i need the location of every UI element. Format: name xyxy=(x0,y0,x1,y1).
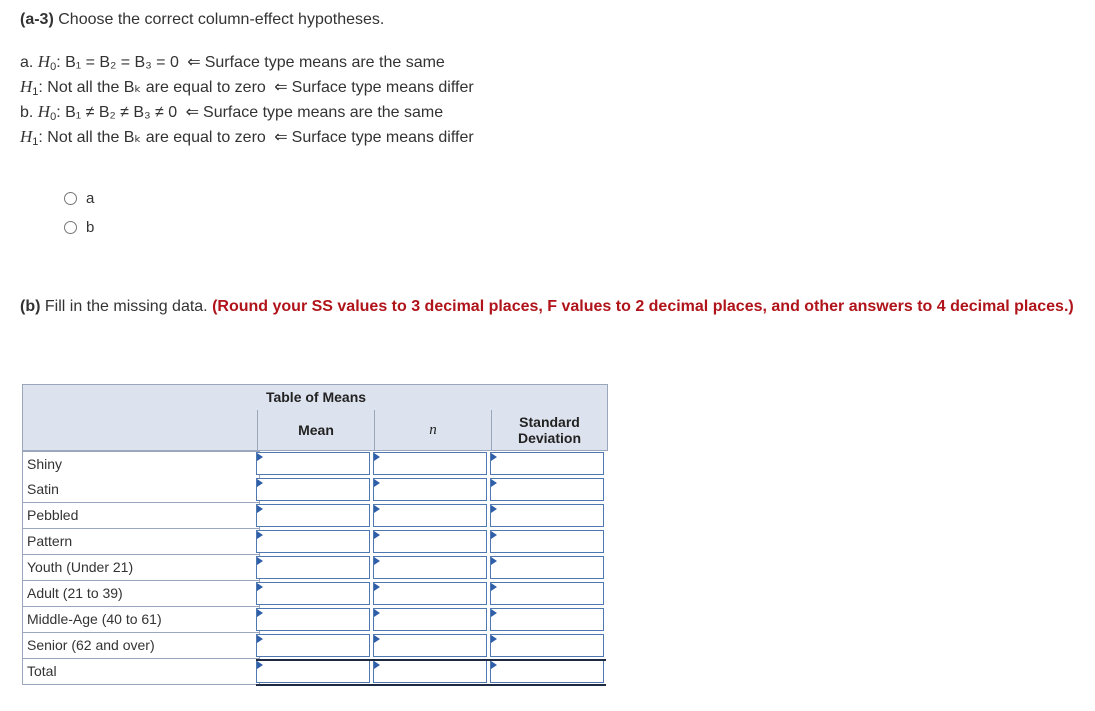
question-a3-label: (a-3) xyxy=(20,11,54,28)
std-dev-input[interactable] xyxy=(490,478,604,501)
hypothesis-explanation: Surface type means differ xyxy=(291,129,474,146)
radio-button-b[interactable] xyxy=(64,221,77,234)
left-arrow-icon: ⇐ xyxy=(187,54,201,71)
radio-button-a[interactable] xyxy=(64,192,77,205)
mean-input[interactable] xyxy=(256,478,370,501)
mean-input[interactable] xyxy=(256,582,370,605)
hypothesis-b-h1: $H_1$: Not all the Bₖ are equal to zero ⇐ Surface type means differ xyxy=(20,127,474,148)
total-bottom-line xyxy=(256,684,606,686)
option-b-label: b xyxy=(86,219,95,236)
std-dev-input[interactable] xyxy=(490,504,604,527)
table-of-means xyxy=(22,384,608,685)
hypothesis-expression: Not all the Bₖ are equal to zero xyxy=(47,79,266,96)
mean-input[interactable] xyxy=(256,556,370,579)
n-input[interactable] xyxy=(373,556,487,579)
row-label: Satin xyxy=(22,477,260,503)
n-input[interactable] xyxy=(373,634,487,657)
table-title-row xyxy=(22,384,608,411)
question-b-prompt: Fill in the missing data. xyxy=(44,298,208,315)
hypothesis-a-h0: a. $H_0$: B₁ = B₂ = B₃ = 0 ⇐ Surface type means are the same xyxy=(20,52,445,73)
row-label: Pebbled xyxy=(22,503,260,529)
question-a3-prompt: Choose the correct column-effect hypotheses. xyxy=(58,11,385,28)
left-arrow-icon: ⇐ xyxy=(274,79,288,96)
std-dev-input[interactable] xyxy=(490,452,604,475)
option-b[interactable] xyxy=(64,219,94,236)
row-label: Total xyxy=(22,659,260,685)
column-header-mean: Mean xyxy=(257,410,374,450)
std-dev-input[interactable] xyxy=(490,530,604,553)
n-input[interactable] xyxy=(373,452,487,475)
row-label: Pattern xyxy=(22,529,260,555)
question-a3-title xyxy=(20,11,384,29)
row-label: Adult (21 to 39) xyxy=(22,581,260,607)
std-dev-input[interactable] xyxy=(490,556,604,579)
hypothesis-expression: B₁ = B₂ = B₃ = 0 xyxy=(65,54,179,71)
std-dev-input[interactable] xyxy=(490,634,604,657)
mean-input[interactable] xyxy=(256,452,370,475)
n-input[interactable] xyxy=(373,582,487,605)
row-label: Youth (Under 21) xyxy=(22,555,260,581)
row-label: Middle-Age (40 to 61) xyxy=(22,607,260,633)
mean-input[interactable] xyxy=(256,608,370,631)
hypothesis-expression: B₁ ≠ B₂ ≠ B₃ ≠ 0 xyxy=(65,104,178,121)
rounding-instruction: (Round your SS values to 3 decimal places, F values to 2 decimal places, and other answers to 4 decimal places.) xyxy=(212,298,1074,315)
n-input[interactable] xyxy=(373,660,487,683)
option-a[interactable] xyxy=(64,190,94,207)
question-b-label: (b) xyxy=(20,298,41,315)
std-dev-input[interactable] xyxy=(490,608,604,631)
n-input[interactable] xyxy=(373,608,487,631)
std-dev-input[interactable] xyxy=(490,582,604,605)
row-label: Shiny xyxy=(22,451,260,478)
question-b-title xyxy=(20,297,1080,317)
n-input[interactable] xyxy=(373,478,487,501)
left-arrow-icon: ⇐ xyxy=(185,104,200,121)
std-dev-input[interactable] xyxy=(490,660,604,683)
hypothesis-expression: Not all the Bₖ are equal to zero xyxy=(47,129,266,146)
table-header-row xyxy=(22,410,608,451)
mean-input[interactable] xyxy=(256,660,370,683)
column-header-n: n xyxy=(374,410,491,450)
total-separator-line xyxy=(256,659,606,661)
hypothesis-a-h1: $H_1$: Not all the Bₖ are equal to zero ⇐ Surface type means differ xyxy=(20,77,474,98)
option-a-label: a xyxy=(86,190,95,207)
hypothesis-explanation: Surface type means are the same xyxy=(203,104,444,121)
mean-input[interactable] xyxy=(256,634,370,657)
n-input[interactable] xyxy=(373,504,487,527)
hypothesis-b-h0: b. $H_0$: B₁ ≠ B₂ ≠ B₃ ≠ 0 ⇐ Surface type means are the same xyxy=(20,102,444,123)
mean-input[interactable] xyxy=(256,504,370,527)
table-title: Table of Means xyxy=(265,389,367,405)
row-label: Senior (62 and over) xyxy=(22,633,260,659)
column-header-standard-deviation: Standard Deviation xyxy=(491,410,607,450)
mean-input[interactable] xyxy=(256,530,370,553)
hypothesis-explanation: Surface type means are the same xyxy=(204,54,445,71)
left-arrow-icon: ⇐ xyxy=(274,129,288,146)
n-input[interactable] xyxy=(373,530,487,553)
hypothesis-explanation: Surface type means differ xyxy=(291,79,474,96)
